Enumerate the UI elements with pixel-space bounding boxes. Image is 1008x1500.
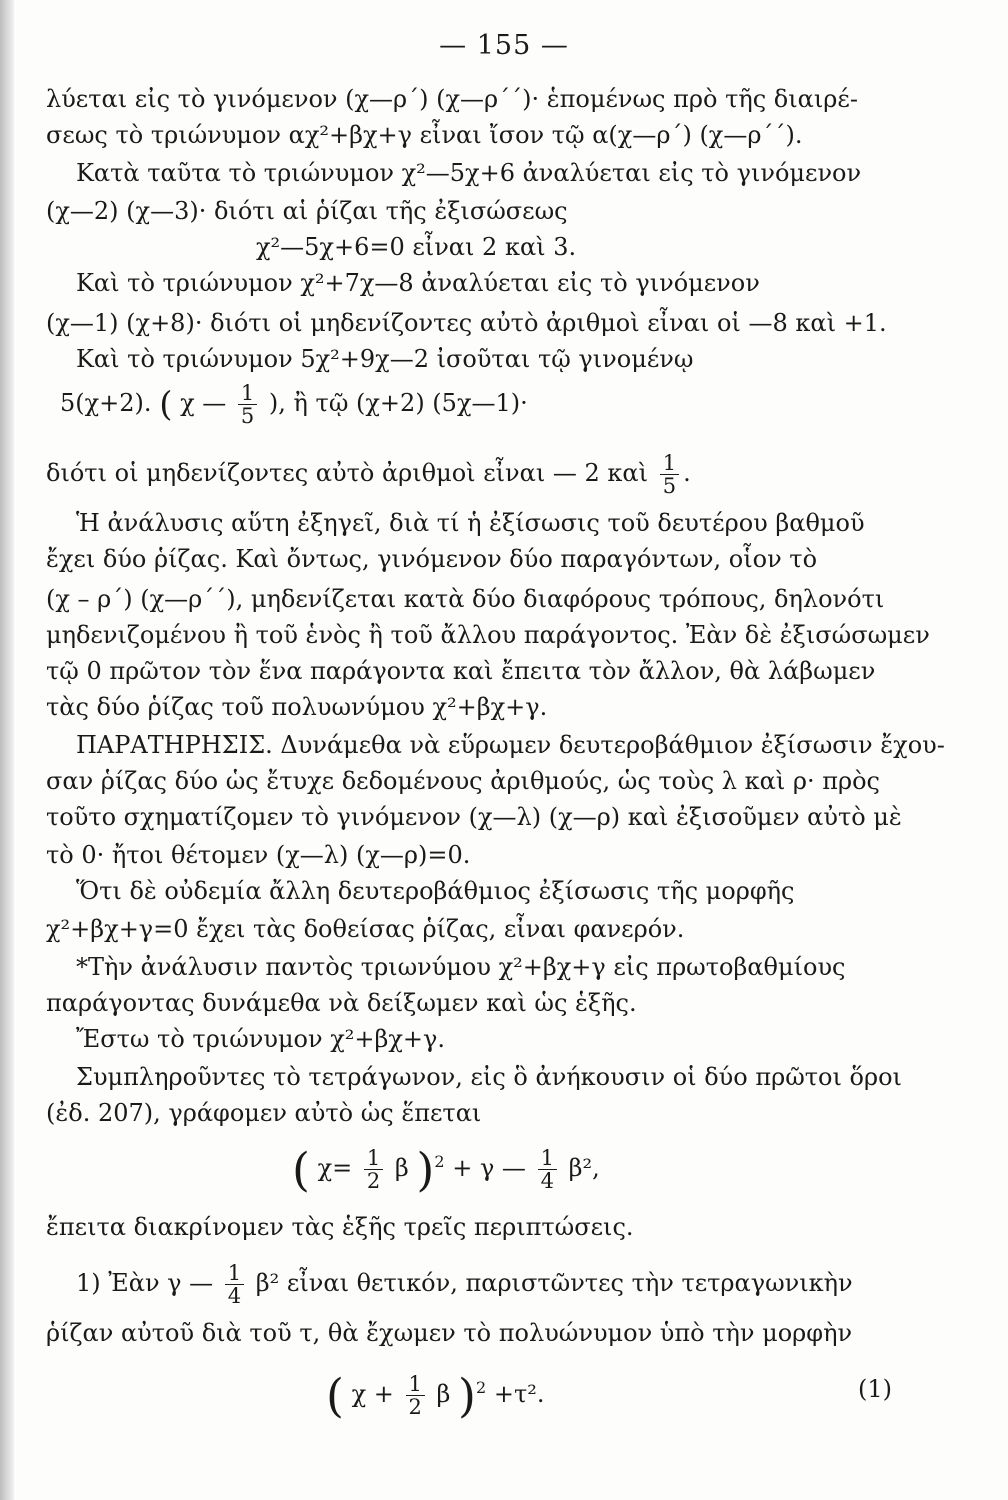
fraction-one-half: $\frac{1}{2}$ xyxy=(364,1147,383,1192)
text-line-11: Ἡ ἀνάλυσις αὕτη ἐξηγεῖ, διὰ τί ἡ ἐξίσωσις τοῦ δευτέρου βαθμοῦ xyxy=(76,509,865,537)
text-line-15: τῷ 0 πρῶτον τὸν ἕνα παράγοντα καὶ ἔπειτα τὸν ἄλλον, θὰ λάβωμεν xyxy=(46,657,876,685)
text-line-23: *Τὴν ἀνάλυσιν παντὸς τριωνύμου χ²+βχ+γ εἰς πρωτοβαθμίους xyxy=(76,953,846,981)
fraction-one-quarter-b: $\frac{1}{4}$ xyxy=(225,1262,244,1307)
square-form-formula: ( χ + $\frac{1}{2}$ β )$^2$ +τ². xyxy=(326,1368,545,1423)
page-number: — 155 — xyxy=(439,30,569,61)
text-line-31: ῥίζαν αὐτοῦ διὰ τοῦ τ, θὰ ἔχωμεν τὸ πολυώνυμον ὑπὸ τὴν μορφὴν xyxy=(46,1319,853,1347)
text-line-20: τὸ 0· ἤτοι θέτομεν (χ—λ) (χ—ρ)=0. xyxy=(46,841,471,869)
text-line-8: Καὶ τὸ τριώνυμον 5χ²+9χ—2 ἰσοῦται τῷ γινομένῳ xyxy=(76,345,694,373)
case-one-line: 1) Ἐὰν γ — $\frac{1}{4}$ β² εἶναι θετικόν, παριστῶντες τὴν τετραγωνικὴν xyxy=(76,1261,853,1308)
equation-line-5: χ²—5χ+6=0 εἶναι 2 καὶ 3. xyxy=(256,233,577,261)
text-line-18: σαν ῥίζας δύο ὡς ἔτυχε δεδομένους ἀριθμούς, ὡς τοὺς λ καὶ ρ· πρὸς xyxy=(46,767,880,795)
remark-heading-line: ΠΑΡΑΤΗΡΗΣΙΣ. Δυνάμεθα νὰ εὕρωμεν δευτεροβάθμιον ἐξίσωσιν ἔχου- xyxy=(76,731,945,759)
text-line-14: μηδενιζομένου ἢ τοῦ ἑνὸς ἢ τοῦ ἄλλου παράγοντος. Ἐὰν δὲ ἐξισώσωμεν xyxy=(46,621,930,649)
factor-5x2: 5(χ+2). xyxy=(60,389,152,417)
text-line-29: ἔπειτα διακρίνομεν τὰς ἑξῆς τρεῖς περιπτώσεις. xyxy=(46,1213,634,1241)
text-line-24: παράγοντας δυνάμεθα νὰ δείξωμεν καὶ ὡς ἑξῆς. xyxy=(46,989,637,1017)
fraction-one-fifth-b: $\frac{1}{5}$ xyxy=(660,452,679,497)
completed-square-formula: ( χ= $\frac{1}{2}$ β )$^2$ + γ — $\frac{1}{4}$ β², xyxy=(292,1142,600,1197)
text-line-3: Κατὰ ταῦτα τὸ τριώνυμον χ²—5χ+6 ἀναλύεται εἰς τὸ γινόμενον xyxy=(76,159,862,187)
page-edge xyxy=(0,0,14,1500)
text-line-13: (χ – ρ΄) (χ—ρ΄΄), μηδενίζεται κατὰ δύο διαφόρους τρόπους, δηλονότι xyxy=(46,585,885,613)
equation-line-9: 5(χ+2). ( χ — $\frac{1}{5}$ ), ἢ τῷ (χ+2) (5χ—1)· xyxy=(60,381,528,428)
fraction-one-half-b: $\frac{1}{2}$ xyxy=(406,1373,425,1418)
text-line-26: Συμπληροῦντες τὸ τετράγωνον, εἰς ὃ ἀνήκουσιν οἱ δύο πρῶτοι ὅροι xyxy=(76,1063,902,1091)
text-line-7: (χ—1) (χ+8)· διότι οἱ μηδενίζοντες αὐτὸ ἀριθμοὶ εἶναι οἱ —8 καὶ +1. xyxy=(46,309,887,337)
equation-label: (1) xyxy=(858,1375,892,1403)
text-line-6: Καὶ τὸ τριώνυμον χ²+7χ—8 ἀναλύεται εἰς τὸ γινόμενον xyxy=(76,269,760,297)
text-line-22: χ²+βχ+γ=0 ἔχει τὰς δοθείσας ῥίζας, εἶναι φανερόν. xyxy=(46,915,685,943)
text-line-12: ἔχει δύο ῥίζας. Καὶ ὄντως, γινόμενον δύο παραγόντων, οἷον τὸ xyxy=(46,545,818,573)
text-line-16: τὰς δύο ῥίζας τοῦ πολυωνύμου χ²+βχ+γ. xyxy=(46,693,548,721)
text-line-19: τοῦτο σχηματίζομεν τὸ γινόμενον (χ—λ) (χ—ρ) καὶ ἐξισοῦμεν αὐτὸ μὲ xyxy=(46,803,902,831)
text-line-2: σεως τὸ τριώνυμον αχ²+βχ+γ εἶναι ἴσον τῷ α(χ—ρ΄) (χ—ρ΄΄). xyxy=(46,121,803,149)
text-line-10: διότι οἱ μηδενίζοντες αὐτὸ ἀριθμοὶ εἶναι — 2 καὶ $\frac{1}{5}$ . xyxy=(46,451,691,498)
fraction-one-fifth: $\frac{1}{5}$ xyxy=(238,382,257,427)
text-line-1: λύεται εἰς τὸ γινόμενον (χ—ρ΄) (χ—ρ΄΄)· ἑπομένως πρὸ τῆς διαιρέ- xyxy=(46,85,858,113)
text-line-25: Ἔστω τὸ τριώνυμον χ²+βχ+γ. xyxy=(76,1025,445,1053)
fraction-one-quarter: $\frac{1}{4}$ xyxy=(538,1147,557,1192)
text-line-27: (ἐδ. 207), γράφομεν αὐτὸ ὡς ἕπεται xyxy=(46,1099,482,1127)
text-line-4: (χ—2) (χ—3)· διότι αἱ ῥίζαι τῆς ἐξισώσεως xyxy=(46,197,568,225)
factor-x-minus: χ — xyxy=(180,389,227,417)
factor-rest: ), ἢ τῷ (χ+2) (5χ—1)· xyxy=(268,389,528,417)
text-line-21: Ὅτι δὲ οὐδεμία ἄλλη δευτεροβάθμιος ἐξίσωσις τῆς μορφῆς xyxy=(76,877,795,905)
